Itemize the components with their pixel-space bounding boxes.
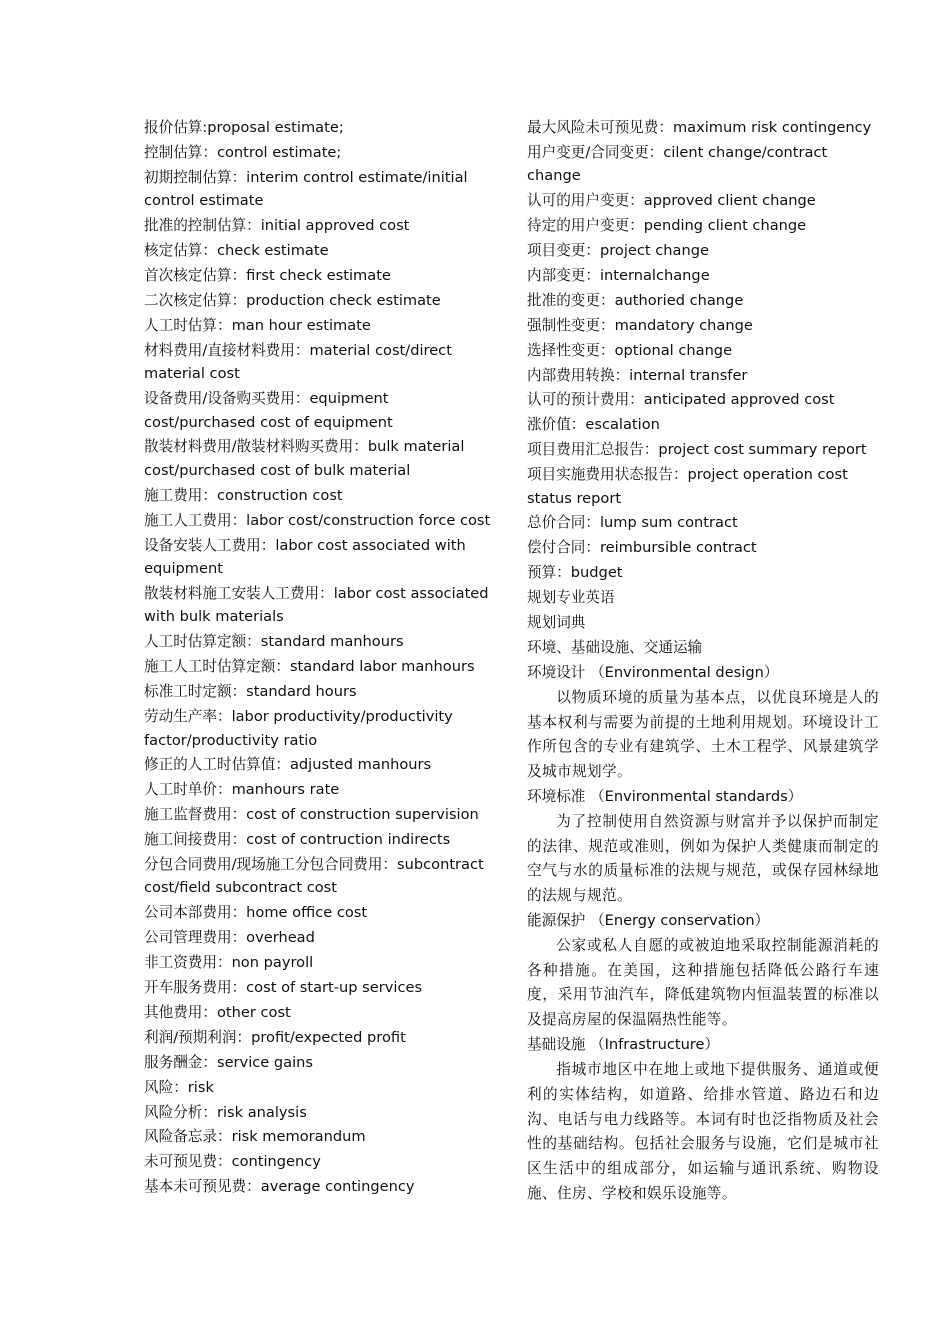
left-column — [144, 116, 500, 1200]
section-title: 规划专业英语 — [527, 589, 615, 607]
term-line: 风险：risk — [144, 1078, 214, 1096]
term-line: 二次核定估算：production check estimate — [144, 291, 441, 309]
term-line: 认可的用户变更：approved client change — [527, 192, 816, 210]
term-line: 预算：budget — [527, 564, 623, 582]
term-line: 修正的人工时估算值：adjusted manhours — [144, 756, 432, 774]
term-line: 风险分析：risk analysis — [144, 1103, 307, 1121]
entry-paragraph: 以物质环境的质量为基本点，以优良环境是人的基本权利与需要为前提的土地利用规划。环境设计工作所包含的专业有建筑学、土木工程学、风景建筑学及城市规划学。 — [527, 688, 879, 781]
term-line: 施工人工时估算定额：standard labor manhours — [144, 658, 475, 676]
term-line: 用户变更/合同变更：cilent change/contract change — [527, 143, 828, 185]
term-line: 偿付合同：reimbursible contract — [527, 539, 757, 557]
term-line: 人工时估算：man hour estimate — [144, 316, 371, 334]
term-line: 公司管理费用：overhead — [144, 929, 315, 947]
term-line: 基本未可预见费：average contingency — [144, 1178, 415, 1196]
term-line: 未可预见费：contingency — [144, 1153, 321, 1171]
term-line: 批准的控制估算：initial approved cost — [144, 217, 410, 235]
term-line: 项目实施费用状态报告：project operation cost status report — [527, 466, 848, 507]
term-line: 强制性变更：mandatory change — [527, 316, 753, 334]
term-line: 涨价值：escalation — [527, 416, 660, 434]
term-line: 批准的变更：authoried change — [527, 291, 744, 309]
term-line: 报价估算:proposal estimate; — [144, 119, 344, 136]
term-line: 待定的用户变更：pending client change — [527, 217, 807, 235]
term-line: 施工人工费用：labor cost/construction force cost — [144, 511, 491, 529]
term-line: 认可的预计费用：anticipated approved cost — [527, 391, 835, 409]
term-line: 总价合同：lump sum contract — [527, 514, 738, 532]
term-line: 施工监督费用：cost of construction supervision — [144, 806, 479, 824]
section-title: 环境、基础设施、交通运输 — [527, 638, 703, 656]
term-line: 开车服务费用：cost of start-up services — [144, 979, 423, 997]
term-line: 人工时单价：manhours rate — [144, 781, 340, 799]
term-line: 最大风险未可预见费：maximum risk contingency — [527, 119, 872, 136]
term-line: 项目变更：project change — [527, 242, 709, 260]
term-line: 项目费用汇总报告：project cost summary report — [527, 441, 867, 459]
term-line: 设备安装人工费用：labor cost associated with equipment — [144, 536, 466, 578]
section-title: 规划词典 — [527, 614, 586, 632]
entry-paragraph: 为了控制使用自然资源与财富并予以保护而制定的法律、规范或准则，例如为保护人类健康而制定的空气与水的质量标准的法规与规范，或保存园林绿地的法规与规范。 — [527, 812, 879, 905]
term-line: 控制估算：control estimate; — [144, 143, 342, 161]
entry-paragraph: 公家或私人自愿的或被迫地采取控制能源消耗的各种措施。在美国，这种措施包括降低公路行车速度，采用节油汽车，降低建筑物内恒温装置的标准以及提高房屋的保温隔热性能等。 — [527, 936, 879, 1029]
right-column — [527, 116, 879, 1207]
term-line: 风险备忘录：risk memorandum — [144, 1128, 366, 1146]
term-line: 初期控制估算：interim control estimate/initial control estimate — [144, 168, 468, 210]
term-line: 施工费用：construction cost — [144, 486, 343, 504]
term-line: 散装材料费用/散装材料购买费用：bulk material cost/purchased cost of bulk material — [144, 438, 465, 479]
term-line: 公司本部费用：home office cost — [144, 904, 368, 922]
term-line: 标准工时定额：standard hours — [144, 683, 357, 701]
term-line: 内部费用转换：internal transfer — [527, 366, 748, 384]
term-line: 非工资费用：non payroll — [144, 954, 314, 972]
term-line: 利润/预期利润：profit/expected profit — [144, 1028, 406, 1046]
term-line: 选择性变更：optional change — [527, 341, 733, 359]
term-line: 核定估算：check estimate — [144, 242, 329, 260]
term-line: 设备费用/设备购买费用：equipment cost/purchased cost of equipment — [144, 390, 393, 431]
entry-heading: 环境设计 （Environmental design） — [527, 663, 779, 681]
term-line: 散装材料施工安装人工费用：labor cost associated with bulk materials — [144, 584, 489, 626]
entry-heading: 基础设施 （Infrastructure） — [527, 1036, 720, 1054]
term-line: 施工间接费用：cost of contruction indirects — [144, 831, 451, 849]
term-line: 其他费用：other cost — [144, 1003, 291, 1021]
entry-heading: 能源保护 （Energy conservation） — [527, 911, 770, 929]
term-line: 劳动生产率：labor productivity/productivity factor/productivity ratio — [144, 708, 453, 749]
term-line: 内部变更：internalchange — [527, 266, 710, 284]
term-line: 人工时估算定额：standard manhours — [144, 633, 404, 651]
term-line: 材料费用/直接材料费用：material cost/direct material cost — [144, 341, 452, 383]
entry-heading: 环境标准 （Environmental standards） — [527, 787, 803, 805]
term-line: 服务酬金：service gains — [144, 1053, 313, 1071]
term-line: 分包合同费用/现场施工分包合同费用：subcontract cost/field subcontract cost — [144, 855, 484, 897]
entry-paragraph: 指城市地区中在地上或地下提供服务、通道或便利的实体结构，如道路、给排水管道、路边石和边沟、电话与电力线路等。本词有时也泛指物质及社会性的基础结构。包括社会服务与设施，它们是城市社区生活中的组成部分，如运输与通讯系统、购物设施、住房、学校和娱乐设施等。 — [527, 1060, 879, 1202]
term-line: 首次核定估算：first check estimate — [144, 266, 391, 284]
